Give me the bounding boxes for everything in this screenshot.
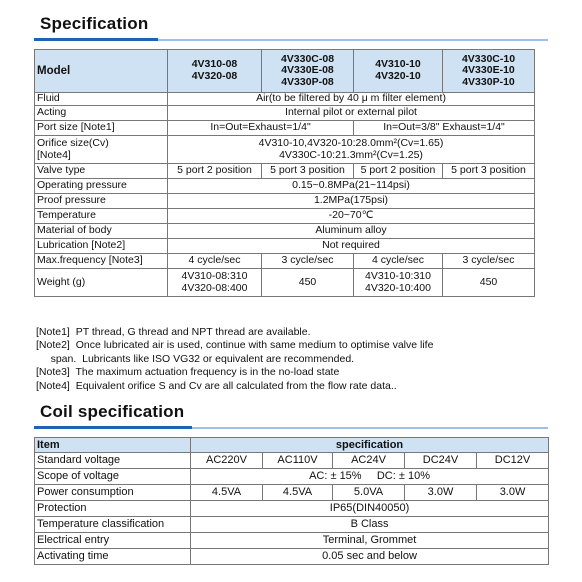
table-row — [35, 164, 535, 179]
spec-title-rule — [158, 39, 548, 41]
row-value: 4.5VA — [263, 485, 333, 501]
row-value: 4.5VA — [191, 485, 263, 501]
row-value: 4 cycle/sec — [354, 254, 443, 269]
row-value: AC110V — [263, 453, 333, 469]
row-label: Protection — [35, 501, 191, 517]
row-value: 4V310-10,4V320-10:28.0mm²(Cv=1.65) 4V330C-10:21.3mm²(Cv=1.25) — [168, 136, 535, 164]
table-row — [35, 224, 535, 239]
row-value: Terminal, Grommet — [191, 533, 549, 549]
spec-title-underline — [34, 38, 158, 41]
table-row — [35, 269, 535, 297]
row-value: 5 port 3 position — [262, 164, 354, 179]
row-value: In=Out=3/8" Exhaust=1/4" — [354, 121, 535, 136]
spec-table — [34, 49, 535, 297]
row-value: 3 cycle/sec — [262, 254, 354, 269]
row-value: In=Out=Exhaust=1/4" — [168, 121, 354, 136]
row-value: DC12V — [477, 453, 549, 469]
row-label: Operating pressure — [35, 179, 168, 194]
row-value: 5 port 3 position — [443, 164, 535, 179]
table-row — [35, 50, 535, 93]
model-cell: 4V310-10 4V320-10 — [354, 50, 443, 93]
table-row — [35, 179, 535, 194]
row-label: Temperature classification — [35, 517, 191, 533]
row-label: Lubrication [Note2] — [35, 239, 168, 254]
row-value: 5 port 2 position — [168, 164, 262, 179]
model-header: Model — [35, 50, 168, 93]
row-label: Valve type — [35, 164, 168, 179]
coil-title-rule — [192, 427, 548, 429]
row-value: 450 — [262, 269, 354, 297]
table-row — [35, 533, 549, 549]
row-label: Weight (g) — [35, 269, 168, 297]
table-row — [35, 136, 535, 164]
table-row — [35, 549, 549, 565]
row-value: 0.15~0.8MPa(21~114psi) — [168, 179, 535, 194]
model-cell: 4V310-08 4V320-08 — [168, 50, 262, 93]
notes — [36, 312, 433, 407]
row-label: Orifice size(Cv) [Note4] — [35, 136, 168, 164]
row-label: Electrical entry — [35, 533, 191, 549]
row-value: AC220V — [191, 453, 263, 469]
row-value: 3.0W — [405, 485, 477, 501]
table-row — [35, 239, 535, 254]
row-value: B Class — [191, 517, 549, 533]
row-value: -20~70℃ — [168, 209, 535, 224]
row-label: Scope of voltage — [35, 469, 191, 485]
model-cell: 4V330C-08 4V330E-08 4V330P-08 — [262, 50, 354, 93]
table-row — [35, 501, 549, 517]
row-value: Not required — [168, 239, 535, 254]
table-row — [35, 517, 549, 533]
table-row — [35, 485, 549, 501]
table-row — [35, 209, 535, 224]
row-label: Activating time — [35, 549, 191, 565]
note-3: [Note3] The maximum actuation frequency is in the no-load state — [36, 366, 340, 379]
note-4: [Note4] Equivalent orifice S and Cv are all calculated from the flow rate data.. — [36, 379, 397, 392]
row-label: Temperature — [35, 209, 168, 224]
row-value: 5.0VA — [333, 485, 405, 501]
model-cell: 4V330C-10 4V330E-10 4V330P-10 — [443, 50, 535, 93]
row-value: 4V310-08:310 4V320-08:400 — [168, 269, 262, 297]
spec-title: Specification — [40, 14, 149, 33]
row-value: 5 port 2 position — [354, 164, 443, 179]
row-value: DC24V — [405, 453, 477, 469]
row-value: 3.0W — [477, 485, 549, 501]
table-row — [35, 469, 549, 485]
note-1: [Note1] PT thread, G thread and NPT thread are available. — [36, 325, 311, 338]
row-value: 4V310-10:310 4V320-10:400 — [354, 269, 443, 297]
row-label: Port size [Note1] — [35, 121, 168, 136]
coil-title: Coil specification — [40, 402, 185, 421]
note-2: [Note2] Once lubricated air is used, continue with same medium to optimise valve life span. Lubricants like ISO VG32 or equivalent are recommended. — [36, 339, 434, 365]
row-value: 4 cycle/sec — [168, 254, 262, 269]
spec-header: specification — [191, 438, 549, 453]
row-value: AC: ± 15% DC: ± 10% — [191, 469, 549, 485]
table-row — [35, 106, 535, 121]
row-value: 1.2MPa(175psi) — [168, 194, 535, 209]
row-label: Standard voltage — [35, 453, 191, 469]
row-label: Proof pressure — [35, 194, 168, 209]
table-row — [35, 438, 549, 453]
row-value: 3 cycle/sec — [443, 254, 535, 269]
coil-table — [34, 437, 549, 565]
row-label: Max.frequency [Note3] — [35, 254, 168, 269]
row-label: Acting — [35, 106, 168, 121]
row-label: Material of body — [35, 224, 168, 239]
row-value: Internal pilot or external pilot — [168, 106, 535, 121]
row-value: 450 — [443, 269, 535, 297]
coil-title-underline — [34, 426, 192, 429]
table-row — [35, 194, 535, 209]
item-header: Item — [35, 438, 191, 453]
table-row — [35, 254, 535, 269]
row-value: AC24V — [333, 453, 405, 469]
row-label: Power consumption — [35, 485, 191, 501]
table-row — [35, 121, 535, 136]
row-value: Air(to be filtered by 40 μ m filter element) — [168, 93, 535, 106]
table-row — [35, 93, 535, 106]
table-row — [35, 453, 549, 469]
row-value: Aluminum alloy — [168, 224, 535, 239]
row-label: Fluid — [35, 93, 168, 106]
row-value: IP65(DIN40050) — [191, 501, 549, 517]
row-value: 0.05 sec and below — [191, 549, 549, 565]
